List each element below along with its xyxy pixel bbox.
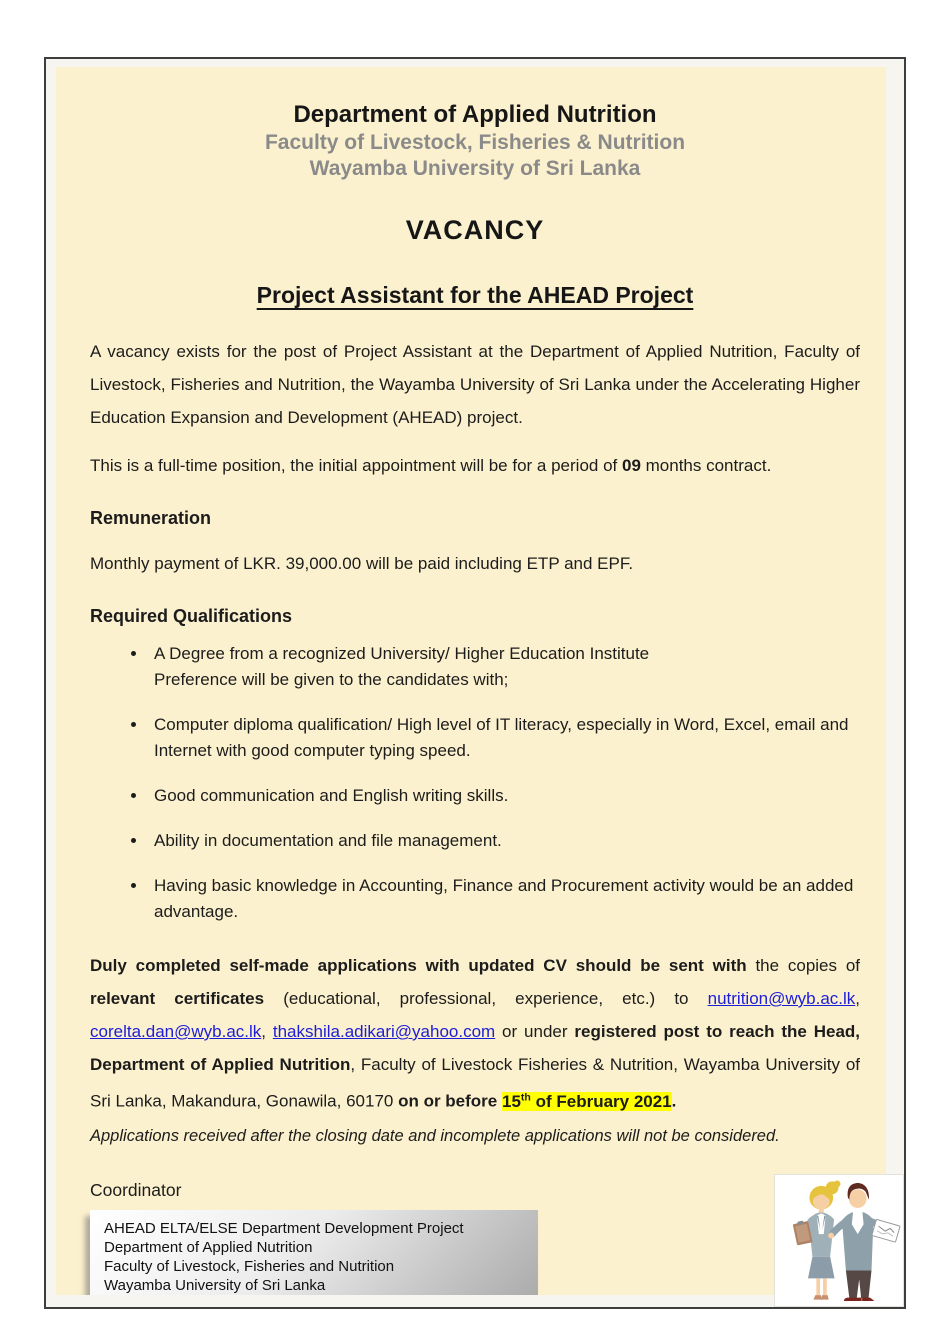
apply-text: ,: [261, 1022, 273, 1041]
list-item: [148, 712, 860, 764]
apply-text: ,: [855, 989, 861, 1008]
apply-text: or under: [495, 1022, 575, 1041]
coordinator-line: Faculty of Livestock, Fisheries and Nutrition: [104, 1257, 395, 1275]
list-item: [148, 828, 860, 854]
faculty-name: Faculty of Livestock, Fisheries & Nutrition: [264, 131, 686, 154]
apply-bold: registered post to reach the Head, Department of Applied Nutrition: [90, 1022, 861, 1074]
deadline-ordinal: th: [520, 1091, 531, 1103]
position-title: Project Assistant for the AHEAD Project: [256, 282, 694, 308]
bullet-text: Ability in documentation and file management.: [154, 831, 502, 850]
coordinator-label: Coordinator: [90, 1179, 182, 1200]
office-people-illustration: [774, 1174, 904, 1307]
application-paragraph: [90, 949, 860, 1118]
bullet-text: Computer diploma qualification/ High level of IT literacy, especially in Word, Excel, email and Internet with good computer typing speed.: [154, 715, 849, 760]
coordinator-line: Wayamba University of Sri Lanka: [104, 1276, 326, 1294]
vacancy-heading: VACANCY: [405, 215, 545, 245]
bullet-text: Good communication and English writing skills.: [154, 786, 509, 805]
apply-bold: Duly completed self-made applications with updated CV should be sent with: [90, 956, 747, 975]
qualifications-heading: Required Qualifications: [90, 606, 293, 626]
apply-bold: on or before: [398, 1091, 502, 1111]
bullet-text: A Degree from a recognized University/ Higher Education Institute: [154, 644, 650, 663]
qualifications-list: [90, 641, 860, 925]
fulltime-paragraph: [90, 449, 860, 482]
deadline-month-year: of February 2021: [530, 1091, 672, 1111]
email-link-corelta[interactable]: corelta.dan@wyb.ac.lk: [90, 1022, 262, 1041]
closing-note: Applications received after the closing date and incomplete applications will not be considered.: [90, 1126, 780, 1145]
apply-text: (educational, professional, experience, etc.) to: [264, 989, 708, 1008]
apply-text: .: [671, 1091, 677, 1111]
intro-paragraph: A vacancy exists for the post of Project Assistant at the Department of Applied Nutrition, Faculty of Livestock, Fisheries and Nutrition, the Wayamba University of Sri Lanka under the Accelerating Higher Education Expansion and Development (AHEAD) project.: [90, 342, 860, 427]
fulltime-pre: This is a full-time position, the initial appointment will be for a period of: [90, 456, 622, 475]
email-link-thakshila[interactable]: thakshila.adikari@yahoo.com: [272, 1022, 496, 1041]
bullet-text: Having basic knowledge in Accounting, Finance and Procurement activity would be an added advantage.: [154, 876, 854, 921]
apply-bold: relevant certificates: [90, 989, 265, 1008]
document-body: [56, 67, 886, 1295]
list-item: [148, 783, 860, 809]
department-name: Department of Applied Nutrition: [293, 101, 657, 128]
bullet-text: Preference will be given to the candidates with;: [154, 670, 509, 689]
contract-months: 09: [621, 456, 641, 475]
coordinator-line: Department of Applied Nutrition: [104, 1238, 313, 1256]
two-office-people-icon: [775, 1175, 903, 1306]
remuneration-heading: Remuneration: [90, 508, 212, 528]
coordinator-line: AHEAD ELTA/ELSE Department Development Project: [104, 1219, 464, 1237]
deadline-highlight: [502, 1092, 672, 1111]
apply-text: , Faculty of Livestock Fisheries & Nutrition, Wayamba University of Sri Lanka, Makandura, Gonawila, 60170: [90, 1055, 860, 1111]
university-name: Wayamba University of Sri Lanka: [309, 157, 641, 180]
remuneration-paragraph: Monthly payment of LKR. 39,000.00 will be paid including ETP and EPF.: [90, 554, 634, 573]
deadline-day: 15: [501, 1091, 521, 1111]
list-item: [148, 873, 860, 925]
list-item: [148, 641, 860, 693]
apply-text: the copies of: [746, 956, 860, 975]
letterhead: [90, 101, 860, 181]
vacancy-document: [44, 57, 906, 1309]
coordinator-box: [90, 1210, 538, 1295]
fulltime-post: months contract.: [640, 456, 772, 475]
email-link-nutrition[interactable]: nutrition@wyb.ac.lk: [707, 989, 856, 1008]
